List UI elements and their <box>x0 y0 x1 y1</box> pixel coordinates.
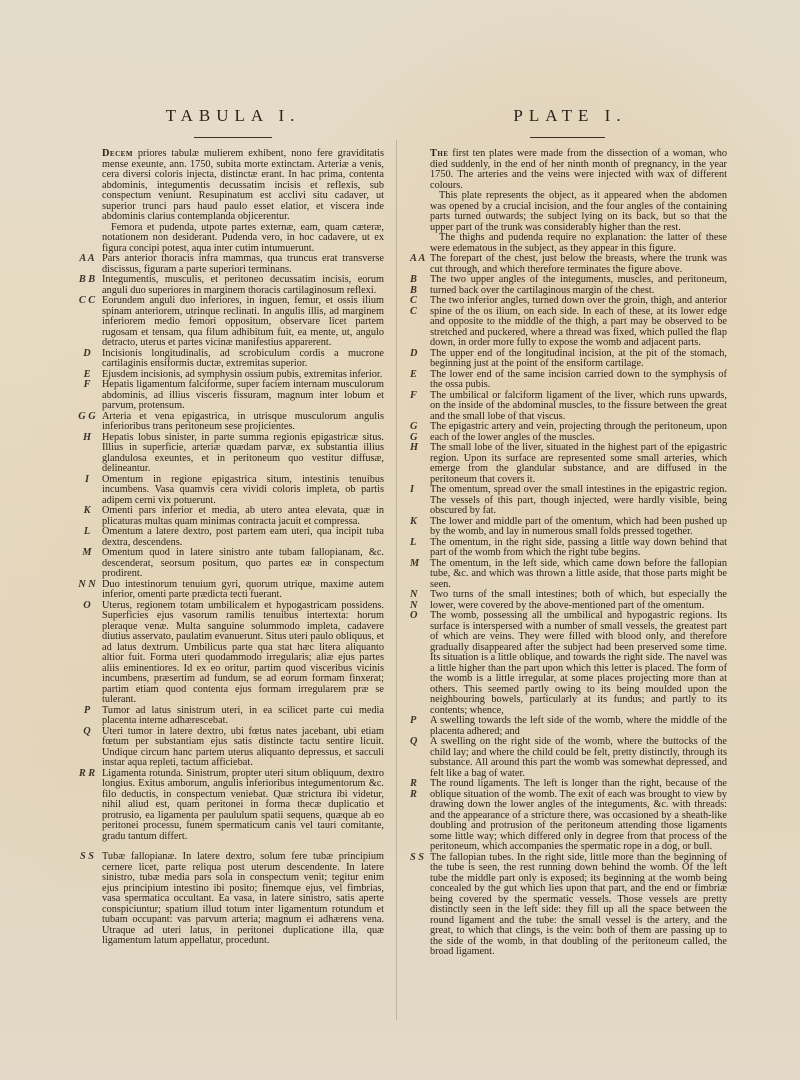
legend-label: N N <box>410 589 418 611</box>
legend-item <box>82 431 384 475</box>
intro-text: The thighs and pudenda require no explanation: the latter of these were edematous in the subject, as they appear in this figure. <box>430 232 727 254</box>
legend-label: S S <box>410 851 425 863</box>
legend-item <box>410 589 727 611</box>
legend-text: A swelling on the right side of the womb, where the buttocks of the child lay; and where the child could be felt, pretty distinctly, through its substance. All around this part the womb was somewhat depressed, and felt like a bag of water. <box>430 736 727 779</box>
legend-item <box>78 274 384 296</box>
latin-column <box>78 148 384 947</box>
legend-item <box>410 536 727 559</box>
legend-label: S S <box>79 851 95 862</box>
title-rule-right <box>530 137 605 138</box>
legend-label: G G <box>78 410 96 422</box>
legend-item <box>410 484 727 517</box>
legend-label: D <box>83 347 91 359</box>
legend-label: M <box>82 547 92 558</box>
legend-item <box>410 557 727 591</box>
legend-item <box>410 851 727 958</box>
legend-text: The womb, possessing all the umbilical and hypogastric regions. Its surface is interspersed with a number of small vessels, the greatest part of which are veins. They were filled with blood only, and therefore gradually disappeared after the subject had been preserved some time. Its situation is a little oblique, and towards the right side. The navel was a little higher than the part upon which this letter is placed. The form of the womb is a little irregular, at some places projecting more than at others. This seemed partly owing to its being moulded upon the neighbouring bowels, particularly at its fundus; and partly to its contents; whence, <box>430 610 727 716</box>
legend-text: The round ligaments. The left is longer than the right, because of the oblique situation of the womb. The exit of each was brought to view by drawing down the lower angles of the integuments, &c. with threads: and the appearance of a stricture there, was occasioned by a sheath-like doubling and protrusion of the peritoneum attending those ligaments some little way; which differed only in degree from that process of the peritoneum, which accompanies the spermatic rope in a dog, or bull. <box>430 778 727 852</box>
english-plate-title: PLATE I. <box>513 106 627 125</box>
legend-item <box>410 715 727 737</box>
legend-text: A swelling towards the left side of the womb, where the middle of the placenta adhered; and <box>430 715 727 737</box>
legend-text: The lower end of the same incision carried down to the symphysis of the ossa pubis. <box>430 368 727 390</box>
intro-paragraph <box>430 149 727 191</box>
title-rule-left <box>194 137 272 138</box>
legend-label: H <box>82 431 91 443</box>
legend-label: E <box>83 368 91 380</box>
legend-text: The upper end of the longitudinal incision, at the pit of the stomach, beginning just at the point of the ensiform cartilage. <box>430 347 727 369</box>
legend-label: K <box>83 505 91 516</box>
legend-text: The epigastric artery and vein, projecting through the peritoneum, upon each of the lower angles of the muscles. <box>430 421 727 443</box>
legend-text: Two turns of the small intestines; both of which, but especially the lower, were covered by the above-mentioned part of the omentum. <box>430 589 727 611</box>
legend-label: Q <box>83 725 91 737</box>
legend-item <box>78 295 384 349</box>
legend-item <box>78 767 384 843</box>
legend-text: Omentum a latere dextro, post partem eam uteri, qua incipit tuba dextra, descendens. <box>102 526 384 548</box>
legend-label: L <box>83 526 91 537</box>
legend-text: The umbilical or falciform ligament of the liver, which runs upwards, on the inside of the abdominal muscles, to the fissure between the great and the small lobe of that viscus. <box>430 389 727 422</box>
lead-word: The <box>430 148 449 159</box>
legend-item <box>410 274 727 296</box>
legend-label: O <box>410 610 418 621</box>
legend-item <box>79 851 384 947</box>
legend-label: R R <box>410 778 417 800</box>
legend-text: The forepart of the chest, just below the breasts, where the trunk was cut through, and which therefore terminates the figure above. <box>430 253 727 275</box>
legend-item <box>410 347 727 370</box>
legend-text: The two inferior angles, turned down over the groin, thigh, and anterior spine of the os ilium, on each side. In each of these, at its lower edge and opposite to the middle of the thigh, a part may be observed to be stretched and puckered, where a thread was fixed, which pulled the flap down, in order more fully to expose the womb and adjacent parts. <box>430 295 727 348</box>
intro-paragraph <box>102 223 384 255</box>
legend-item <box>83 704 384 727</box>
legend-text: Hepatis lobus sinister, in parte summa regionis epigastricæ situs. Illius in superficie, arteriæ quædam parvæ, ex substantia illius glandulosa exeuntes, et in peritoneum quo vestitur diffusæ, delineantur. <box>102 431 384 474</box>
legend-item <box>410 295 727 349</box>
legend-label: R R <box>78 767 96 779</box>
legend-text: Ligamenta rotunda. Sinistrum, propter uteri situm obliquum, dextro longius. Exitus amborum, angulis inferioribus integumentorum &c. filo deductis, in conspectum veniebat. Quæ strictura ibi videtur, nihil aliud est, quam peritonei in forma thecæ duplicatio et protrusio, ea ligamenta per paululum spatii sequens, quæque ab eo peritonei processu, funem spermaticum canis vel tauri comitante, gradu tantum differt. <box>102 767 384 842</box>
legend-label: B B <box>410 274 417 296</box>
legend-label: F <box>83 379 91 390</box>
legend-text: Eorundem anguli duo inferiores, in inguen, femur, et ossis ilium spinam anteriorem, utrinque reclinati. In angulis illis, ad marginem inferiorem medio femori oppositum, observare licet partem rugosam et tensam, qua filum adhibitum fuit, ea mente, ut, angulo detracto, uterus et partes vicinæ manifestius apparerent. <box>102 295 384 348</box>
legend-text: The omentum, spread over the small intestines in the epigastric region. The vessels of this part, though injected, were hardly visible, being obscured by fat. <box>430 484 727 516</box>
legend-label: C C <box>410 295 417 317</box>
legend-label: K <box>410 515 417 527</box>
legend-label: N N <box>78 578 96 590</box>
legend-item <box>83 379 384 412</box>
english-column <box>410 148 727 958</box>
legend-label: I <box>410 484 415 495</box>
intro-paragraph <box>102 149 384 223</box>
legend-item <box>83 725 384 769</box>
legend-item <box>83 526 384 548</box>
legend-text: Omentum quod in latere sinistro ante tubam fallopianam, &c. descenderat, seorsum positum, quo partes eæ in conspectum prodirent. <box>102 547 384 579</box>
legend-label: C C <box>78 295 96 306</box>
legend-text: Duo intestinorum tenuium gyri, quorum utrique, maxime autem inferior, omenti parte prædicta tecti fuerant. <box>102 578 384 600</box>
legend-item <box>410 421 727 443</box>
legend-text: The two upper angles of the integuments, muscles, and peritoneum, turned back over the cartilaginous margin of the chest. <box>430 274 727 296</box>
intro-text: Femora et pudenda, utpote partes externæ, eam, quam cæteræ, notationem non desiderant. Pudenda vero, in hoc cadavere, ut ex figura concipi potest, aqua inter cutim intumuerunt. <box>102 221 384 254</box>
legend-text: Omentum in regione epigastrica situm, intestinis tenuibus incumbens. Vasa quamvis cera vividi coloris impleta, ob partis adipem cerni vix potuerunt. <box>102 473 384 506</box>
legend-text: Tumor ad latus sinistrum uteri, in ea scilicet parte cui media placenta interne adhærescebat. <box>102 704 384 726</box>
intro-text: priores tabulæ mulierem exhibent, nono fere graviditatis mense exeunte, ann. 1750, subita morte extinctam. Arteriæ a venis, cera diversi coloris injecta, distinctæ erant. In hac prima, contenta abdominis, integumentis decussatim incisis et reflexis, sub conspectum veniunt. Resupinatum est acclivi situ cadaver, ut superior trunci pars haud paulo esset elatior, et viscera inde abdominis clarius contemplanda objicerentur. <box>102 148 384 222</box>
legend-label: H <box>410 442 419 453</box>
legend-text: The small lobe of the liver, situated in the highest part of the epigastric region. Upon its surface are represented some small arteries, which emerge from the glandular substance, and are diffused in the peritoneum that covers it. <box>430 442 727 485</box>
lead-word: Decem <box>102 148 133 159</box>
legend-item <box>84 473 384 507</box>
legend-text: The lower and middle part of the omentum, which had been pushed up by the womb, and lay in numerous small folds pressed together. <box>430 515 727 537</box>
legend-item <box>410 610 727 716</box>
legend-label: M <box>410 557 420 569</box>
legend-label: P <box>410 715 417 726</box>
legend-item <box>78 578 384 601</box>
intro-text: first ten plates were made from the dissection of a woman, who died suddenly, in the end of her ninth month of pregnancy, in the year 1750. The arteries and the veins were injected with wax of different colours. <box>430 148 727 191</box>
legend-text: The fallopian tubes. In the right side, little more than the beginning of the tube is seen, the rest running down behind the womb. Of the left tube the middle part only is exposed; its beginning at the womb being concealed by the gut which lies upon that part, and the end or fimbriæ being covered by the spermatic vessels. Those vessels are pretty distinctly seen in the left side: they fill up all the space between the round ligament and the tube: the small vessel is the artery, and the great, to which that clings, is the vein: both of them are passing up to the side of the womb, in that doubling of the peritoneum called, the broad ligament. <box>430 851 727 957</box>
intro-paragraph <box>430 191 727 233</box>
legend-label: E <box>410 368 417 380</box>
legend-text: Arteria et vena epigastrica, in utrisque musculorum angulis inferioribus trans peritoneum sese projicientes. <box>102 410 384 432</box>
legend-label: P <box>83 704 91 716</box>
legend-label: A A <box>79 253 95 264</box>
legend-label: F <box>410 389 417 401</box>
legend-item <box>410 389 727 423</box>
legend-text: Pars anterior thoracis infra mammas, qua truncus erat transverse discissus, figuram a parte superiori terminans. <box>102 253 384 275</box>
legend-item <box>410 253 727 275</box>
legend-item <box>83 347 384 370</box>
intro-paragraph <box>430 233 727 254</box>
legend-text: The omentum, in the left side, which came down before the fallopian tube, &c. and which was thrown a little aside, that those parts might be seen. <box>430 557 727 590</box>
legend-text: The omentum, in the right side, passing a little way down behind that part of the womb from which the right tube begins. <box>430 536 727 558</box>
legend-item <box>78 410 384 433</box>
legend-label: A A <box>410 253 426 264</box>
legend-item <box>410 778 727 853</box>
legend-text: Uteri tumor in latere dextro, ubi fœtus nates jacebant, ubi etiam fœtum per substantiam ejus satis distincte tactu sentire licuit. Undique circum hanc partem uterus aliquanto depressus, et sacculi instar aqua repleti, tactum afficiebat. <box>102 725 384 768</box>
legend-item <box>82 547 384 580</box>
legend-text: Omenti pars inferior et media, ab utero antea elevata, quæ in plicaturas multas quam minimas contracta jacuit et compressa. <box>102 505 384 527</box>
legend-label: D <box>410 347 418 359</box>
legend-item <box>410 515 727 538</box>
legend-label: I <box>84 473 89 485</box>
legend-text: Hepatis ligamentum falciforme, super faciem internam musculorum abdominis, ad illius visceris fissuram, magnum inter lobum et parvum, protensum. <box>102 379 384 411</box>
legend-text: Integumentis, musculis, et peritoneo decussatim incisis, eorum anguli duo superiores in marginem thoracis cartilaginosum reflexi. <box>102 274 384 296</box>
latin-plate-title: TABULA I. <box>165 106 301 125</box>
column-divider <box>396 140 397 1020</box>
legend-item <box>83 599 384 706</box>
legend-item <box>410 736 727 779</box>
intro-text: This plate represents the object, as it appeared when the abdomen was opened by a crucial incision, and the four angles of the containing parts turned outwards; the subject lying on its back, but so that the upper part of the trunk was considerably higher than the rest. <box>430 190 727 233</box>
legend-text: Ejusdem incisionis, ad symphysin ossium pubis, extremitas inferior. <box>102 368 383 380</box>
legend-label: O <box>83 599 91 611</box>
legend-label: G G <box>410 421 418 443</box>
legend-label: L <box>410 536 417 548</box>
legend-label: Q <box>410 736 418 747</box>
legend-text: Tubæ fallopianæ. In latere dextro, solum fere tubæ principium cernere licet, parte reliqua post uterum descendente. In latere sinistro, tubæ media pars sola in conspectum venit; tegitur enim ejus principium intestino ibi posito; finemque ejus, vel fimbrias, vasa spermatica occultant. Ea vasa, in latere sinistro, satis aperte conspiciuntur; spatium illud totum inter ligamentum rotundum et tubam occupant: vas parvum arteria; magnum ei adhærens vena. Utraque ad uteri latus, in peritonei duplicatione illa, quæ ligamentum latum appellatur, procedunt. <box>102 851 384 946</box>
legend-text: Incisionis longitudinalis, ad scrobiculum cordis a mucrone cartilaginis ensiformis ductæ, extremitas superior. <box>102 347 384 369</box>
legend-text: Uterus, regionem totam umbilicalem et hypogastricam possidens. Superficies ejus vasorum ramilis tenuibus intertexta: horum pleraque venæ. Multa sanguine solummodo impleta, cadavere diutius asservato, paulatim evanuerunt. Situs uteri paulo obliquus, et ad latus dextrum. Umbilicus parte qua stat hæc litera aliquanto altior fuit. Forma uteri quodammodo irregularis; aliæ ejus partes aliis eminentiores. Id ex eo oritur, partim quod visceribus vicinis incumbens, præsertim ad fundum, se ad eorum formam finxerat; partim etiam quod contenta ejus formam irregularem præ se tulerant. <box>102 599 384 705</box>
legend-item <box>410 368 727 391</box>
legend-item <box>410 442 727 485</box>
legend-item <box>79 253 384 275</box>
legend-item <box>83 505 384 527</box>
legend-label: B B <box>78 274 96 285</box>
